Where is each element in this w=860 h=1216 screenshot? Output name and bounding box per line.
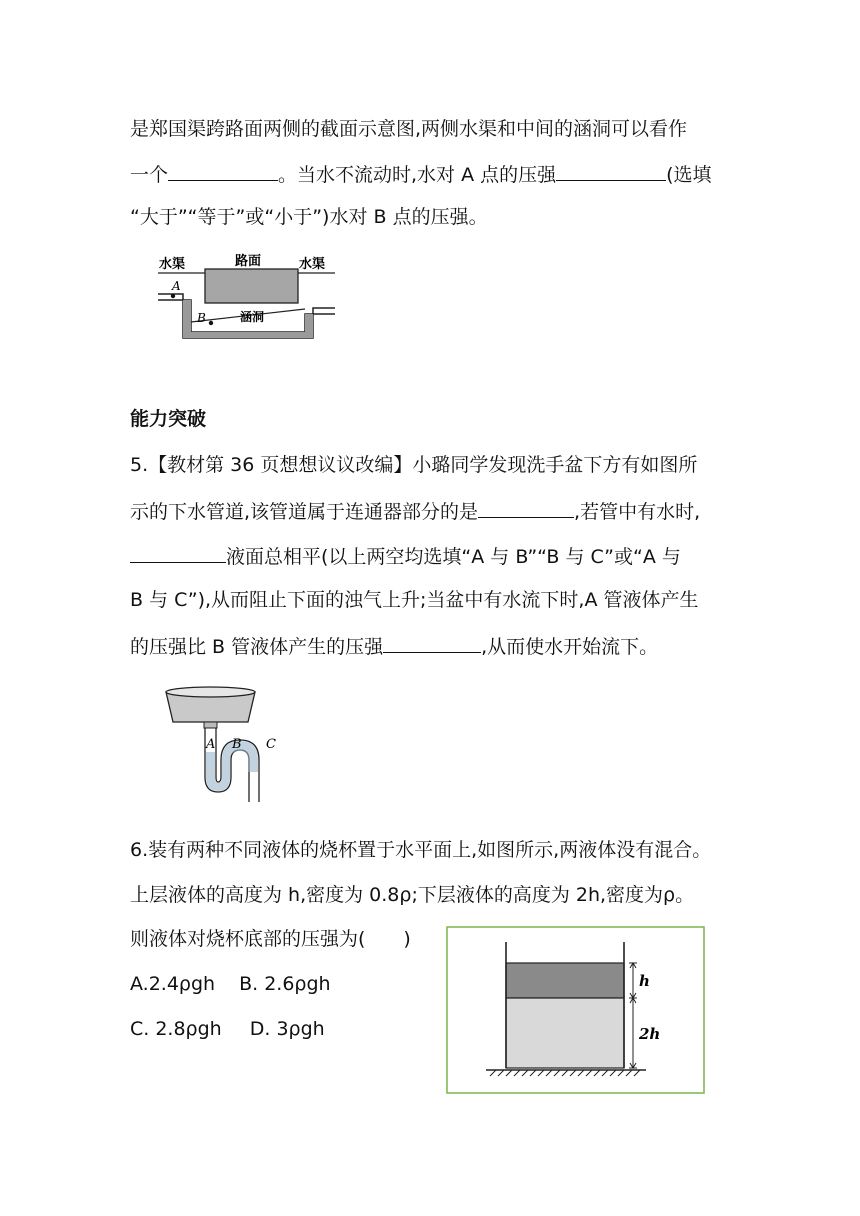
drain-fitting bbox=[204, 722, 217, 728]
road-block bbox=[205, 269, 298, 303]
option-d[interactable]: D. 3ρgh bbox=[249, 1018, 325, 1040]
point-a bbox=[171, 294, 175, 298]
option-c[interactable]: C. 2.8ρgh bbox=[130, 1018, 222, 1040]
label-b: B bbox=[197, 311, 206, 325]
q5-text-line-5 bbox=[130, 632, 658, 660]
q5-blank-1[interactable] bbox=[478, 497, 574, 518]
q6-text-line-2: 上层液体的高度为 h,密度为 0.8ρ;下层液体的高度为 2h,密度为ρ。 bbox=[130, 884, 695, 906]
sink-trap-figure bbox=[160, 682, 285, 804]
label-road: 路面 bbox=[235, 254, 262, 269]
q4-text-line-1: 是郑国渠跨路面两侧的截面示意图,两侧水渠和中间的涵洞可以看作 bbox=[130, 118, 688, 140]
q5-text-part: 的压强比 B 管液体产生的压强 bbox=[130, 636, 384, 658]
beaker-figure bbox=[446, 926, 705, 1094]
label-h: h bbox=[639, 972, 650, 990]
q5-text-line-3 bbox=[130, 542, 681, 570]
label-b: B bbox=[232, 737, 242, 752]
q4-text-line-3: “大于”“等于”或“小于”)水对 B 点的压强。 bbox=[130, 206, 488, 228]
upper-liquid bbox=[506, 963, 624, 998]
q5-blank-3[interactable] bbox=[383, 632, 481, 653]
label-2h: 2h bbox=[639, 1025, 661, 1043]
q4-text-part: (选填 bbox=[666, 164, 712, 186]
q5-text-part: 液面总相平(以上两空均选填“A 与 B”“B 与 C”或“A 与 bbox=[226, 546, 681, 568]
label-c: C bbox=[266, 737, 276, 752]
q6-options-row-1 bbox=[130, 971, 331, 997]
q5-text-line-1: 5.【教材第 36 页想想议议改编】小璐同学发现洗手盆下方有如图所 bbox=[130, 454, 698, 476]
q5-blank-2[interactable] bbox=[130, 542, 226, 563]
option-b[interactable]: B. 2.6ρgh bbox=[239, 973, 331, 995]
label-a: A bbox=[206, 737, 216, 752]
label-a: A bbox=[172, 279, 181, 293]
q4-blank-1[interactable] bbox=[168, 160, 278, 181]
option-a[interactable]: A.2.4ρgh bbox=[130, 973, 216, 995]
lower-liquid bbox=[506, 998, 624, 1068]
section-heading: 能力突破 bbox=[130, 408, 207, 430]
q4-text-line-2 bbox=[130, 160, 712, 188]
q4-blank-2[interactable] bbox=[556, 160, 666, 181]
sink-rim bbox=[166, 687, 255, 697]
canal-figure bbox=[155, 250, 340, 345]
q5-text-part: 示的下水管道,该管道属于连通器部分的是 bbox=[130, 501, 479, 523]
q5-text-part: ,从而使水开始流下。 bbox=[481, 636, 659, 658]
q6-options-row-2 bbox=[130, 1016, 325, 1042]
q5-text-part: ,若管中有水时, bbox=[574, 501, 701, 523]
label-canal-left: 水渠 bbox=[159, 257, 186, 272]
q5-text-line-4: B 与 C”),从而阻止下面的浊气上升;当盆中有水流下时,A 管液体产生 bbox=[130, 589, 699, 611]
q4-text-part: 一个 bbox=[130, 164, 169, 186]
q4-text-part: 。当水不流动时,水对 A 点的压强 bbox=[278, 164, 557, 186]
q5-text-line-2 bbox=[130, 497, 700, 525]
label-culvert: 涵洞 bbox=[240, 310, 265, 324]
q6-text-line-3: 则液体对烧杯底部的压强为( ) bbox=[130, 928, 411, 950]
q6-text-line-1: 6.装有两种不同液体的烧杯置于水平面上,如图所示,两液体没有混合。 bbox=[130, 839, 712, 861]
point-b bbox=[209, 321, 213, 325]
label-canal-right: 水渠 bbox=[299, 257, 326, 272]
